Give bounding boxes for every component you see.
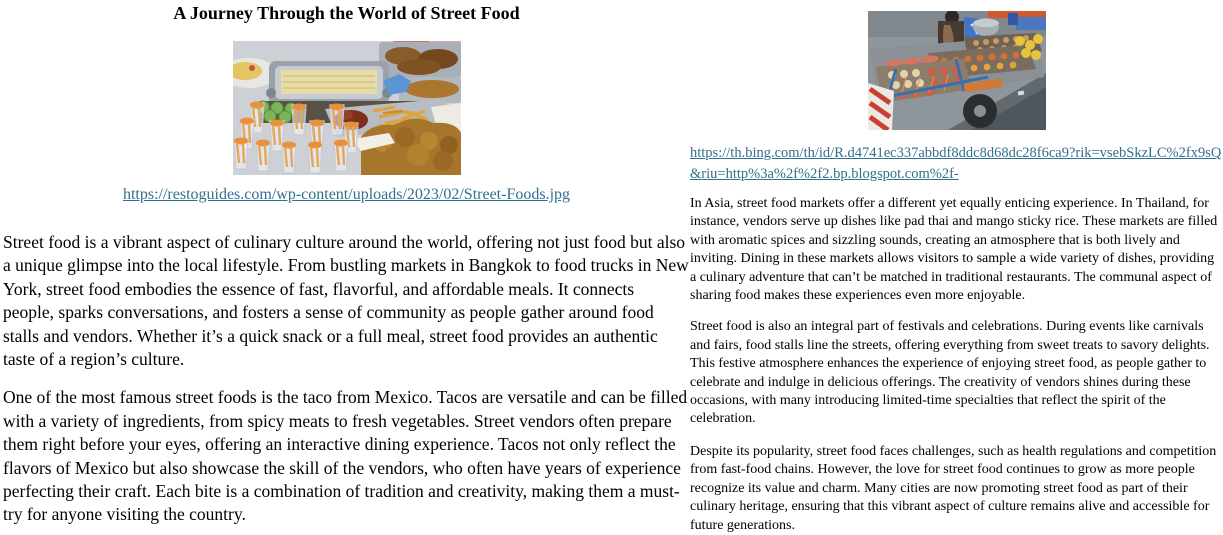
steel-pot <box>973 18 999 36</box>
cart-wheel <box>963 94 997 128</box>
right-image-source-link[interactable]: https://th.bing.com/th/id/R.d4741ec337abbdf8ddc8d68dc28f6ca9?rik=vsebSkzLC%2fx9sQ&riu=http%3a%2f%2f2.bp.blogspot.com%2f- <box>690 145 1222 182</box>
striped-sign <box>868 83 894 130</box>
paragraph-street-food-intro: Street food is a vibrant aspect of culinary culture around the world, offering not just food but also a unique glimpse into the local lifestyle. From bustling markets in Bangkok to food trucks in New York, street food embodies the essence of fast, flavorful, and affordable meals. It connects people, sparks conversations, and fosters a sense of community as people gather around food stalls and vendors. Whether it’s a quick snack or a full meal, street food provides an authentic taste of a region’s culture. <box>3 232 689 370</box>
paragraph-festivals: Street food is also an integral part of festivals and celebrations. During events like carnivals and fairs, food stalls line the streets, offering everything from sweet treats to savory delights. This festive atmosphere enhances the experience of enjoying street food, as people gather to celebrate and indulge in delicious offerings. The creativity of vendors shines during these occasions, with many introducing limited-time specialties that reflect the spirit of the celebration. <box>690 319 1210 427</box>
street-food-buffet-image[interactable] <box>233 41 461 175</box>
right-image-caption <box>690 143 1223 184</box>
right-column <box>690 0 1223 533</box>
paragraph-challenges: Despite its popularity, street food faces challenges, such as health regulations and competition from fast-food chains. However, the love for street food continues to grow as more people recognize its value and charm. Many cities are now promoting street food as part of their culinary heritage, ensuring that this vibrant aspect of culture remains alive and accessible for future generations. <box>690 443 1217 533</box>
right-figure <box>868 11 1046 130</box>
paragraph-asia-markets: In Asia, street food markets offer a different yet equally enticing experience. In Thailand, for instance, vendors serve up dishes like pad thai and mango sticky rice. These markets are filled with aromatic spices and sizzling sounds, creating an atmosphere that is both lively and inviting. Dining in these markets allows visitors to sample a wide variety of dishes, providing a culinary adventure that can’t be matched in traditional restaurants. The communal aspect of sharing food makes these experiences even more enjoyable. <box>690 196 1218 304</box>
left-image-caption <box>3 185 690 205</box>
chafing-dish <box>266 61 392 105</box>
street-food-skewer-cart-image[interactable] <box>868 11 1046 130</box>
left-image-source-link[interactable]: https://restoguides.com/wp-content/uploads/2023/02/Street-Foods.jpg <box>122 186 571 203</box>
left-figure <box>233 41 461 175</box>
paragraph-tacos-mexico: One of the most famous street foods is the taco from Mexico. Tacos are versatile and can be filled with a variety of ingredients, from spicy meats to fresh vegetables. Street vendors often prepare them right before your eyes, offering an interactive dining experience. Tacos not only reflect the flavors of Mexico but also showcase the skill of the vendors, who often have years of experience perfecting their craft. Each bite is a combination of tradition and creativity, making them a must-try for anyone visiting the country. <box>3 387 688 525</box>
document-title: A Journey Through the World of Street Food <box>173 3 520 23</box>
